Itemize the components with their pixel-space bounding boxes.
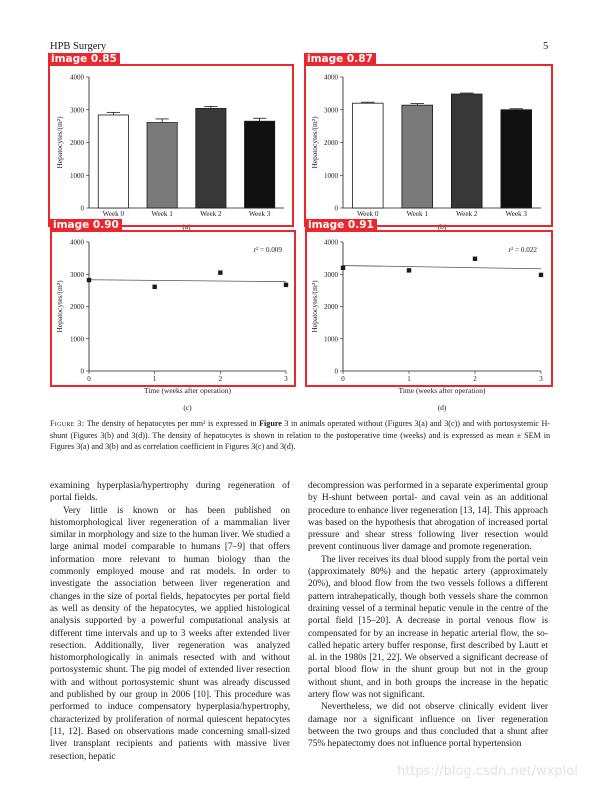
body-column-right [308,480,548,751]
chart-b-panel-label: (b) [437,222,447,231]
figure-caption [50,418,550,453]
chart-a-x-tick-label: Week 0 [102,210,125,218]
chart-d-panel-label: (d) [437,403,447,412]
chart-a-panel-label: (a) [182,222,191,231]
chart-a-y-tick-label: 2000 [70,139,84,147]
chart-a-x-tick-label: Week 2 [200,210,222,218]
detection-box-d [305,230,553,387]
chart-d-y-tick-label: 1000 [324,335,338,344]
chart-c-x-tick-label: 0 [87,375,91,383]
chart-c-y-tick-label: 0 [80,367,84,376]
chart-b-y-axis-label: Hepatocytes/(m²) [310,116,319,169]
body-column-left [50,480,290,763]
detection-box-b [304,64,553,227]
chart-c-r-squared-annotation: r² = 0.009 [253,246,282,254]
caption-text-1: The density of hepatocytes per mm² is expressed in [84,419,260,428]
chart-d-r-squared-annotation: r² = 0.022 [508,246,537,254]
caption-label: Figure 3: [50,419,85,428]
chart-b-y-tick-label: 2000 [324,139,338,147]
detection-tag-c: image 0.90 [50,219,122,231]
chart-b-y-tick-label: 0 [334,204,338,213]
chart-a-x-tick-label: Week 1 [151,210,173,218]
detection-tag-d: image 0.91 [305,219,377,231]
chart-a-y-tick-label: 1000 [70,171,84,180]
chart-c-panel-label: (c) [183,403,192,412]
body-paragraph: The liver receives its dual blood supply from the portal vein (approximately 80%) and the hepatic artery (approximately 20%), and blood flow from the two vessels follows a different pattern intrahepatically, though both vessels share the common draining vessel of a terminal hepatic venule in the centre of the portal field [15–20]. A decrease in portal venous flow is compensated for by an increase in hepatic arterial flow, the so-called hepatic artery buffer response, first described by Lautt et al. in the 1980s [21, 22]. We observed a significant decrease of portal blood flow in the shunt group but not in the group without shunt, and in both groups the increase in the hepatic artery flow was not significant. [308,554,548,701]
chart-b-x-tick-label: Week 2 [455,210,478,218]
chart-b-x-tick-label: Week 1 [406,210,429,218]
chart-b-y-tick-label: 3000 [324,106,338,115]
chart-b-x-tick-label: Week 0 [356,210,379,218]
chart-c-y-tick-label: 4000 [70,238,84,247]
chart-d-y-axis-label: Hepatocytes/(m²) [310,280,319,333]
chart-b-y-tick-label: 4000 [324,73,338,82]
chart-d-x-tick-label: 1 [407,375,411,383]
chart-c-y-tick-label: 3000 [70,270,84,279]
chart-a-y-tick-label: 4000 [70,73,84,82]
detection-box-c [50,230,296,387]
chart-d-y-tick-label: 0 [334,367,338,376]
running-head: HPB Surgery [50,41,107,52]
caption-figure-link[interactable]: Figure [259,419,282,428]
caption-text-2: 3 in animals operated without (Figures 3(a) and 3(c)) and with portosystemic H-shunt (Figures 3(b) and 3(d)). The density of hepatocytes is shown in relation to the postoperative time (weeks) and is expressed as mean ± SEM in Figures 3(a) and 3(b) and as correlation coefficient in Figures 3(c) and 3(d). [50,419,550,452]
chart-a-y-tick-label: 3000 [70,106,84,115]
watermark: https://blog.csdn.net/wxplol [397,764,578,779]
chart-c-y-tick-label: 1000 [70,335,84,344]
chart-d-x-tick-label: 2 [473,375,477,383]
chart-a-y-tick-label: 0 [80,204,84,213]
detection-tag-a: image 0.85 [48,53,120,65]
chart-d-x-axis-label: Time (weeks after operation) [398,386,486,395]
body-paragraph: Very little is known or has been published on histomorphological liver regeneration of a mammalian liver similar in morphology and size to the human liver. We studied a large animal model comparable to humans [7–9] that offers information more relevant to human biology than the commonly employed mouse and rat models. In order to investigate the association between liver regeneration and changes in the size of portal fields, hepatocytes per portal field as well as density of the hepatocytes, we applied histological analysis supported by a powerful computational analysis at different time intervals and up to 3 weeks after extended liver resection. Additionally, liver regeneration was analyzed histomorphologically in animals resected with and without portosystemic shunt. The pig model of extended liver resection with and without portosystemic shunt was already discussed and published by our group in 2006 [10]. This procedure was performed to induce compensatory hyperplasia/hypertrophy, characterized by proliferation of normal quiescent hepatocytes [11, 12]. Based on observations made concerning small-sized liver transplant recipients and patients with massive liver resection, hepatic [50,505,290,762]
chart-b-y-tick-label: 1000 [324,171,338,180]
chart-d-y-tick-label: 4000 [324,238,338,247]
detection-box-a [48,64,294,227]
chart-c-x-tick-label: 3 [284,375,288,383]
chart-a-y-axis-label: Hepatocytes/(m²) [55,116,64,169]
body-paragraph: Nevertheless, we did not observe clinically evident liver damage nor a significant influence on liver regeneration between the two groups and thus concluded that a shunt after 75% hepatectomy does not influence portal hypertension [308,702,548,750]
body-paragraph: decompression was performed in a separate experimental group by H-shunt between portal- and caval vein as an additional procedure to enhance liver regeneration [13, 14]. This approach was based on the hypothesis that abrogation of increased portal pressure and shear stress following liver resection would prevent continuous liver damage and promote regeneration. [308,481,548,553]
chart-c-y-axis-label: Hepatocytes/(m²) [55,280,64,333]
page-number: 5 [543,41,549,52]
chart-d-y-tick-label: 2000 [324,303,338,311]
body-paragraph: examining hyperplasia/hypertrophy during regeneration of portal fields. [50,481,290,504]
chart-c-y-tick-label: 2000 [70,303,84,311]
chart-d-x-tick-label: 0 [341,375,345,383]
chart-d-y-tick-label: 3000 [324,270,338,279]
chart-c-x-tick-label: 2 [218,375,223,383]
chart-d-x-tick-label: 3 [539,375,543,383]
chart-c-x-axis-label: Time (weeks after operation) [144,386,231,395]
chart-c-x-tick-label: 1 [152,375,157,383]
chart-a-x-tick-label: Week 3 [248,210,271,218]
detection-tag-b: image 0.87 [304,53,376,65]
chart-b-x-tick-label: Week 3 [505,210,528,218]
